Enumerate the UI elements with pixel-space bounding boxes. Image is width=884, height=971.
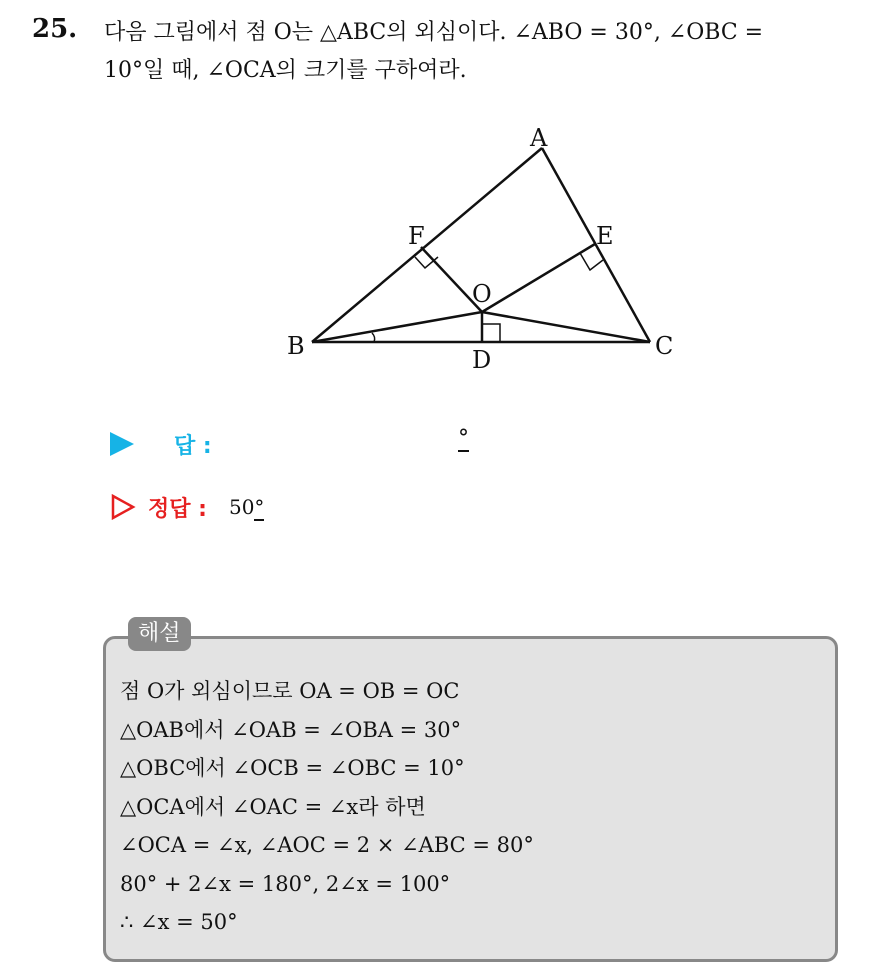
label-f: F xyxy=(408,222,425,250)
correct-answer-label: 정답 : xyxy=(148,496,207,522)
segment-ob xyxy=(312,312,482,342)
segment-oc xyxy=(482,312,650,342)
solution-line-4: △OCA에서 ∠OAC = ∠x라 하면 xyxy=(120,794,426,819)
label-e: E xyxy=(596,222,614,250)
correct-answer-unit: ° xyxy=(254,495,265,519)
solution-tag: 해설 xyxy=(128,617,191,651)
question-text xyxy=(104,14,874,90)
problem-number: 25. xyxy=(32,14,78,44)
solution-line-5: ∠OCA = ∠x, ∠AOC = 2 × ∠ABC = 80° xyxy=(120,833,534,857)
side-ab xyxy=(312,148,542,342)
correct-answer-value xyxy=(229,495,264,519)
label-b: B xyxy=(287,332,305,360)
right-angle-d xyxy=(482,324,500,342)
correct-answer-row xyxy=(110,490,264,524)
label-d: D xyxy=(472,346,492,374)
question-line-1: 다음 그림에서 점 O는 △ABC의 외심이다. ∠ABO = 30°, ∠OBC = xyxy=(104,20,764,45)
triangle-figure xyxy=(280,118,700,378)
play-icon xyxy=(110,432,134,456)
segment-oe xyxy=(482,244,595,312)
solution-line-1: 점 O가 외심이므로 OA = OB = OC xyxy=(120,679,460,703)
question-line-2: 10°일 때, ∠OCA의 크기를 구하여라. xyxy=(104,58,467,83)
answer-row xyxy=(110,426,469,460)
right-angle-e xyxy=(580,253,603,270)
label-c: C xyxy=(655,332,674,360)
answer-label: 답 : xyxy=(174,433,212,459)
label-a: A xyxy=(530,124,548,152)
label-o: O xyxy=(472,280,492,308)
solution-line-6: 80° + 2∠x = 180°, 2∠x = 100° xyxy=(120,871,451,896)
correct-answer-number: 50 xyxy=(228,495,255,519)
solution-lines xyxy=(120,672,820,942)
answer-input-blank[interactable]: ° xyxy=(458,426,469,451)
solution-line-3: △OBC에서 ∠OCB = ∠OBC = 10° xyxy=(120,756,465,780)
solution-line-7: ∴ ∠x = 50° xyxy=(120,910,238,934)
outline-play-icon xyxy=(110,494,136,520)
solution-line-2: △OAB에서 ∠OAB = ∠OBA = 30° xyxy=(120,717,462,742)
angle-mark-b xyxy=(372,333,375,342)
